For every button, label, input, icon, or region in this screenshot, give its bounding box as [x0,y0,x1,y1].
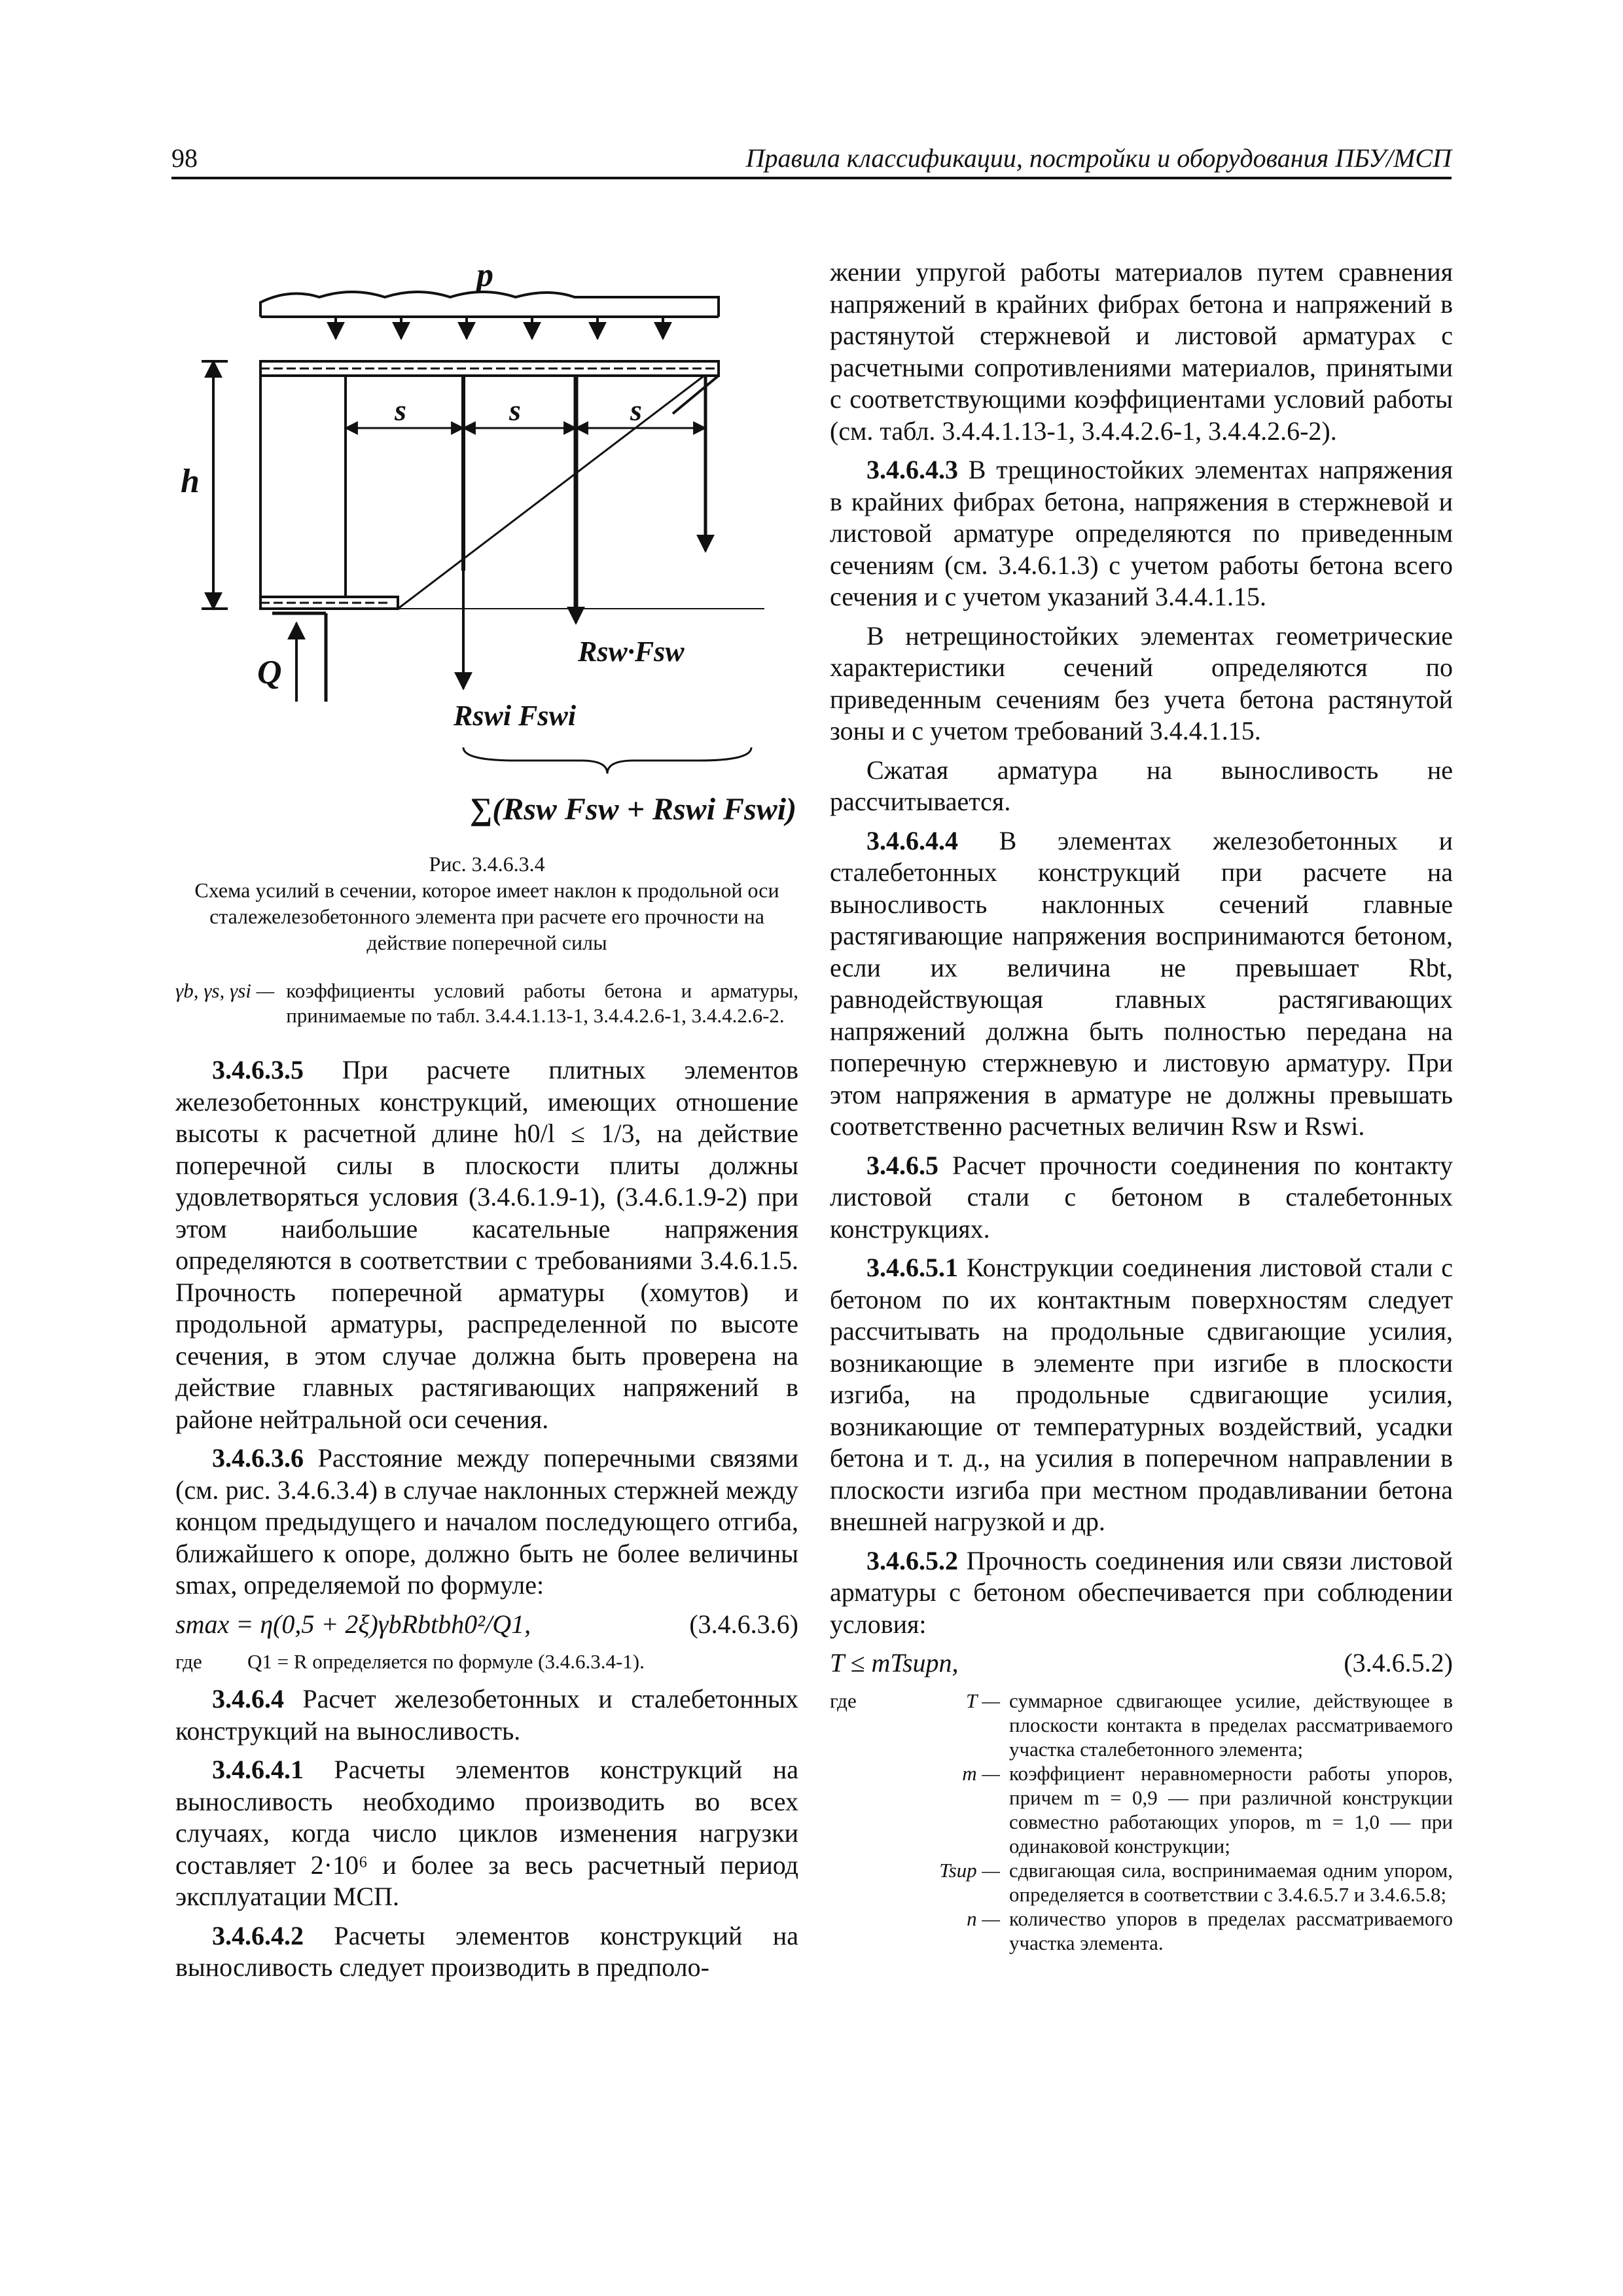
formula-notes [830,1689,1453,1955]
sum-brace [463,747,751,774]
spacing-label-3: s [630,393,642,427]
para-3-4-6-4-4: 3.4.6.4.4 В элементах железобетонных и сталебетонных конструкций при расчете на выносливость наклонных сечений главные растягивающие напряжения воспринимаются бетоном, если их величина не превышает Rbt, равнодействующая главных растягивающих напряжений должна быть полностью передана на поперечную стержневую и листовую арматуру. При этом напряжения в арматуре не должны превышать соответственно расчетных величин Rsw и Rswi. [830,825,1453,1141]
para-3-4-6-3-5: 3.4.6.3.5 При расчете плитных элементов железобетонных конструкций, имеющих отношение высоты к расчетной длине h0/l ≤ 1/3, на действие поперечной силы в плоскости плиты должны удовлетворяться условия (3.4.6.1.9-1), (3.4.6.1.9-2) при этом наибольшие касательные напряжения определяются в соответствии с требованиями 3.4.6.1.5. Прочность поперечной арматуры (хомутов) и продольной арматуры, распределенной по высоте сечения, в этом случае должна быть проверена на действие главных растягивающих напряжений в районе нейтральной оси сечения. [175,1055,798,1434]
para-3-4-6-5: 3.4.6.5 Расчет прочности соединения по контакту листовой стали с бетоном в сталебетонных конструкциях. [830,1150,1453,1244]
load-curve [260,292,719,317]
force-diagram-figure [175,257,798,833]
inclined-section [398,376,704,609]
formula-3-4-6-5-2: T ≤ mTsupn, (3.4.6.5.2) [830,1648,1453,1677]
spacing-label-2: s [509,393,521,427]
left-column [175,978,798,1991]
where-q1: где Q1 = R определяется по формуле (3.4.6.3.4-1). [175,1650,645,1673]
running-title: Правила классификации, постройки и оборудования ПБУ/МСП [745,143,1452,173]
formula-3-4-6-3-6: smax = η(0,5 + 2ξ)γbRbtbh0²/Q1, (3.4.6.3.6) [175,1609,798,1639]
header-rule [171,177,1452,179]
right-column [830,257,1453,1955]
note-row: n — количество упоров в пределах рассматриваемого участка элемента. [967,1907,1453,1954]
rswi-fswi-label: Rswi Fswi [454,700,577,732]
para-3-4-6-4-1: 3.4.6.4.1 Расчеты элементов конструкций на выносливость необходимо производить во всех случаях, когда число циклов изменения нагрузки составляет 2·10⁶ и более за весь расчетный период эксплуатации МСП. [175,1755,798,1911]
page-number: 98 [171,143,198,173]
shear-label: Q [257,654,282,691]
note-row: Tsup — сдвигающая сила, воспринимаемая одним упором, определяется в соответствии с 3.4.6.5.7 и 3.4.6.5.8; [939,1858,1453,1906]
caption-number: Рис. 3.4.6.3.4 [429,852,545,876]
para-3-4-6-3-6: 3.4.6.3.6 Расстояние между поперечными связями (см. рис. 3.4.6.3.4) в случае наклонных стержней между концом предыдущего и началом последующего отгиба, ближайшего к опоре, должно быть не более величины smax, определяемой по формуле: [175,1443,798,1600]
para-3-4-6-5-2: 3.4.6.5.2 Прочность соединения или связи листовой арматуры с бетоном обеспечивается при соблюдении условия: [830,1545,1453,1639]
para-cont: жении упругой работы материалов путем сравнения напряжений в крайних фибрах бетона и напряжений в растянутой стержневой и листовой арматурах с расчетными сопротивлениями материалов, принятыми с соответствующими коэффициентами условий работы (см. табл. 3.4.4.1.13-1, 3.4.4.2.6-1, 3.4.4.2.6-2). [830,257,1453,446]
note-row: m — коэффициент неравномерности работы упоров, причем m = 0,9 — при различной конструкции совместно работающих упоров, m = 1,0 — при одинаковой конструкции; [962,1761,1453,1857]
para-compressed: Сжатая арматура на выносливость не рассчитывается. [830,755,1453,816]
rsw-fsw-label: Rsw·Fsw [578,636,685,668]
spacing-label-1: s [395,393,406,427]
para-3-4-6-4-3: 3.4.6.4.3 В трещиностойких элементах напряжения в крайних фибрах бетона, напряжения в стержневой и листовой арматуре определяются по приведенным сечениям (см. 3.4.6.1.3) с учетом работы бетона всего сечения и с учетом указаний 3.4.4.1.15. [830,455,1453,611]
sum-label: ∑(Rsw Fsw + Rswi Fswi) [470,792,797,827]
note-row: где T — суммарное сдвигающее усилие, действующее в плоскости контакта в пределах рассматриваемого участка сталебетонного элемента; [830,1689,1453,1761]
para-3-4-6-4: 3.4.6.4 Расчет железобетонных и сталебетонных конструкций на выносливость. [175,1684,798,1746]
figure-caption [171,851,802,956]
load-label: p [476,257,493,294]
para-3-4-6-5-1: 3.4.6.5.1 Конструкции соединения листовой стали с бетоном по их контактным поверхностям следует рассчитывать на продольные сдвигающие усилия, возникающие в элементе при изгибе в плоскости изгиба, на продольные сдвигающие усилия, возникающие от температурных воздействий, усадки бетона и т. д., на усилия в поперечном направлении в плоскости изгиба при местном продавливании бетона внешней нагрузкой и др. [830,1253,1453,1536]
caption-text: Схема усилий в сечении, которое имеет наклон к продольной оси сталежелезобетонного элемента при расчете его прочности на действие поперечной силы [194,878,779,954]
height-label: h [181,463,200,500]
para-3-4-6-4-2: 3.4.6.4.2 Расчеты элементов конструкций на выносливость следует производить в предполо- [175,1920,798,1982]
para-non-crack: В нетрещиностойких элементах геометрические характеристики сечений определяются по приведенным сечениям без учета бетона растянутой зоны и с учетом требований 3.4.4.1.15. [830,620,1453,745]
coefficients-definition: γb, γs, γsi — коэффициенты условий работы бетона и арматуры, принимаемые по табл. 3.4.4.1.13-1, 3.4.4.2.6-1, 3.4.4.2.6-2. [175,979,798,1027]
